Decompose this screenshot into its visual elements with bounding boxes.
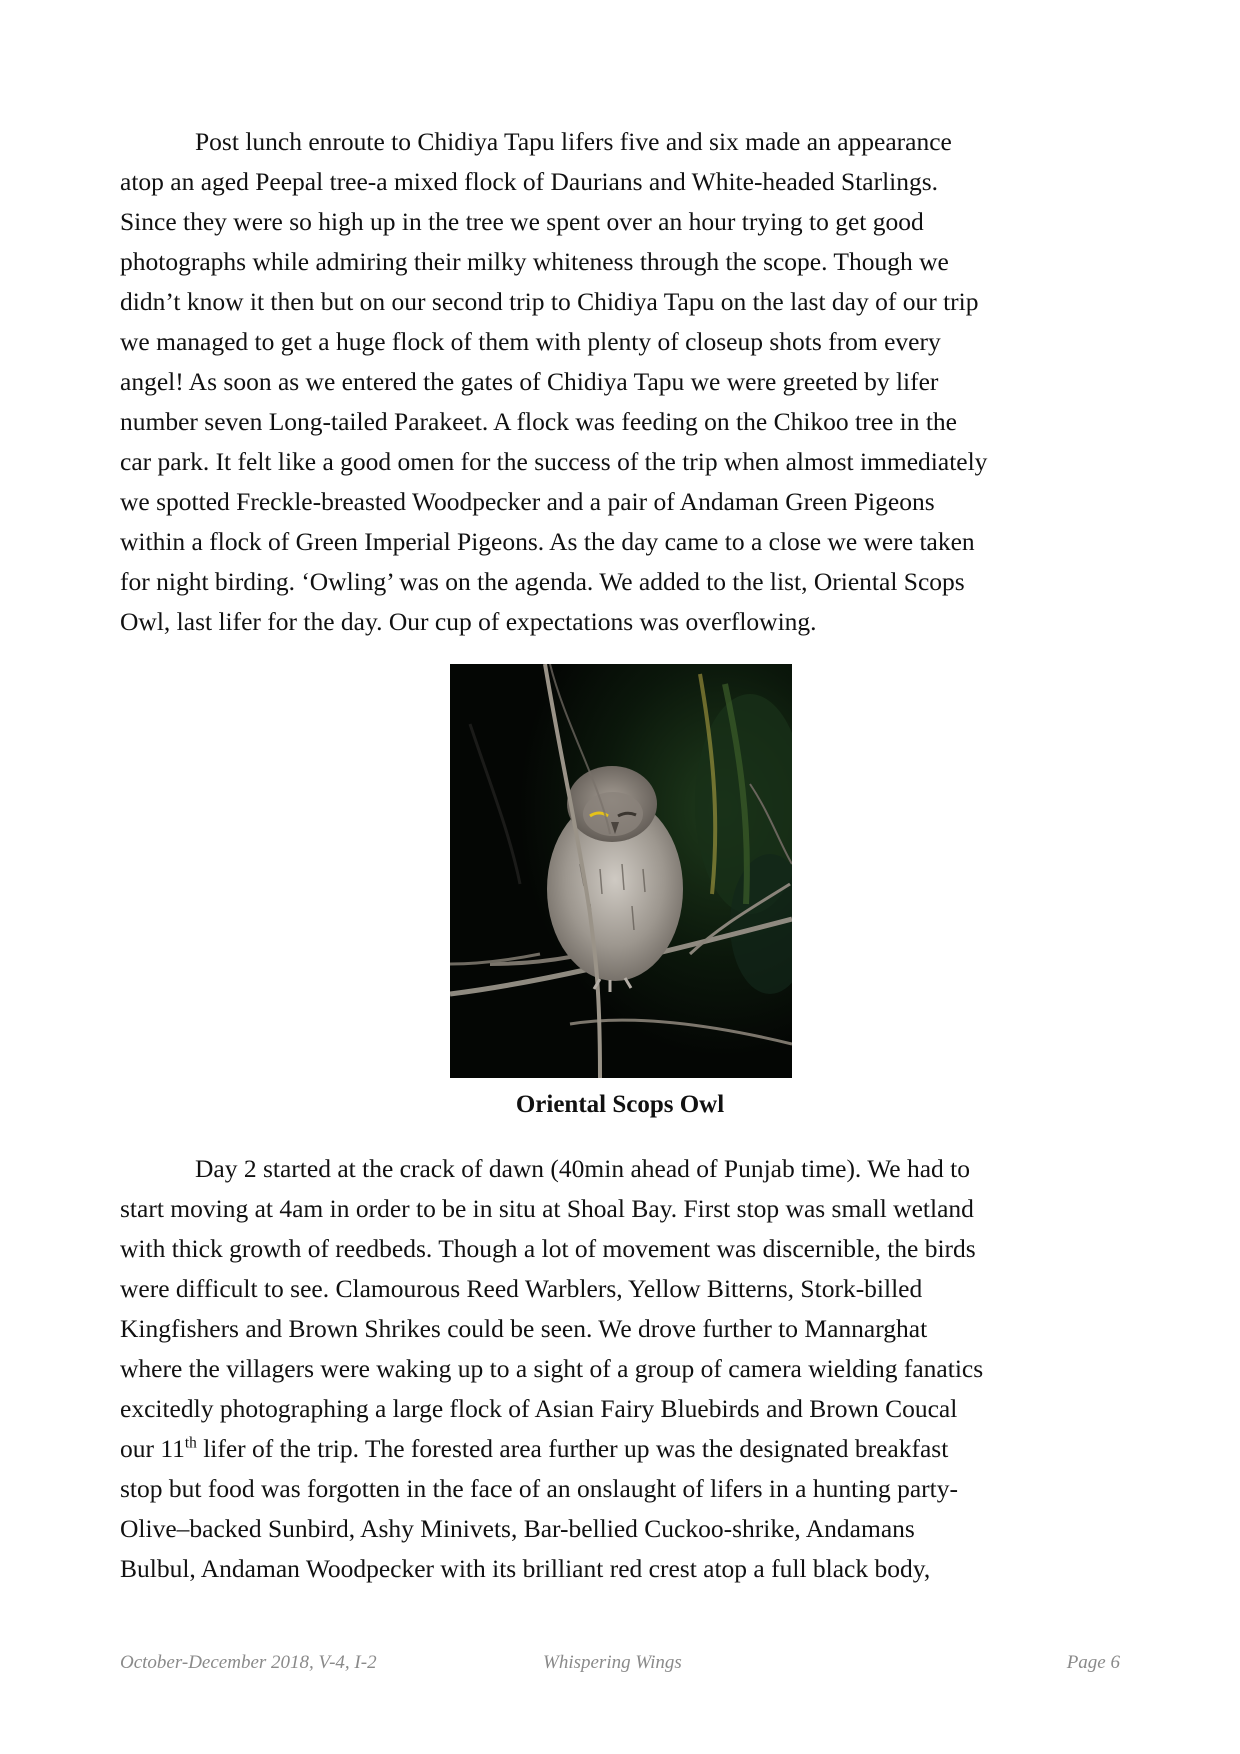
text-line: Since they were so high up in the tree we spent over an hour trying to get good bbox=[120, 207, 924, 236]
footer-page-number: Page 6 bbox=[1066, 1652, 1120, 1673]
text-line: number seven Long-tailed Parakeet. A flock was feeding on the Chikoo tree in the bbox=[120, 407, 958, 436]
text-line: Bulbul, Andaman Woodpecker with its brilliant red crest atop a full black body, bbox=[120, 1554, 931, 1583]
text-fragment: lifer of the trip. The forested area further up was the designated breakfast bbox=[196, 1434, 949, 1463]
text-line: with thick growth of reedbeds. Though a lot of movement was discernible, the birds bbox=[120, 1234, 976, 1263]
text-line: Day 2 started at the crack of dawn (40min ahead of Punjab time). We had to bbox=[195, 1154, 970, 1183]
photo-caption: Oriental Scops Owl bbox=[515, 1091, 725, 1118]
text-line: Post lunch enroute to Chidiya Tapu lifers five and six made an appearance bbox=[195, 127, 952, 156]
text-line: Olive–backed Sunbird, Ashy Minivets, Bar-bellied Cuckoo-shrike, Andamans bbox=[120, 1514, 915, 1543]
text-line: photographs while admiring their milky whiteness through the scope. Though we bbox=[120, 247, 949, 276]
text-line: we spotted Freckle-breasted Woodpecker and a pair of Andaman Green Pigeons bbox=[120, 487, 935, 516]
text-line: for night birding. ‘Owling’ was on the agenda. We added to the list, Oriental Scops bbox=[120, 567, 965, 596]
footer-publication-title: Whispering Wings bbox=[543, 1652, 682, 1673]
text-line: where the villagers were waking up to a sight of a group of camera wielding fanatics bbox=[120, 1354, 984, 1383]
text-line-ordinal bbox=[120, 1429, 1120, 1469]
page-footer bbox=[120, 1652, 1120, 1682]
text-line: start moving at 4am in order to be in situ at Shoal Bay. First stop was small wetland bbox=[120, 1194, 974, 1223]
text-line: were difficult to see. Clamourous Reed Warblers, Yellow Bitterns, Stork-billed bbox=[120, 1274, 923, 1303]
text-line: Owl, last lifer for the day. Our cup of expectations was overflowing. bbox=[120, 607, 817, 636]
text-fragment: our 11 bbox=[120, 1434, 185, 1463]
footer-issue-date: October-December 2018, V-4, I-2 bbox=[120, 1652, 377, 1673]
owl-photo bbox=[450, 664, 792, 1078]
text-line: we managed to get a huge flock of them with plenty of closeup shots from every bbox=[120, 327, 941, 356]
text-line: car park. It felt like a good omen for the success of the trip when almost immediately bbox=[120, 447, 988, 476]
text-line: Kingfishers and Brown Shrikes could be seen. We drove further to Mannarghat bbox=[120, 1314, 928, 1343]
text-line: didn’t know it then but on our second trip to Chidiya Tapu on the last day of our trip bbox=[120, 287, 979, 316]
paragraph-chidiya-tapu bbox=[120, 122, 1120, 642]
paragraph-day-2 bbox=[120, 1149, 1120, 1589]
text-line: within a flock of Green Imperial Pigeons. As the day came to a close we were taken bbox=[120, 527, 975, 556]
text-line: angel! As soon as we entered the gates of Chidiya Tapu we were greeted by lifer bbox=[120, 367, 939, 396]
text-line: stop but food was forgotten in the face of an onslaught of lifers in a hunting party- bbox=[120, 1474, 959, 1503]
ordinal-suffix: th bbox=[184, 1434, 197, 1452]
text-line: excitedly photographing a large flock of Asian Fairy Bluebirds and Brown Coucal bbox=[120, 1394, 958, 1423]
text-line: atop an aged Peepal tree-a mixed flock of Daurians and White-headed Starlings. bbox=[120, 167, 939, 196]
